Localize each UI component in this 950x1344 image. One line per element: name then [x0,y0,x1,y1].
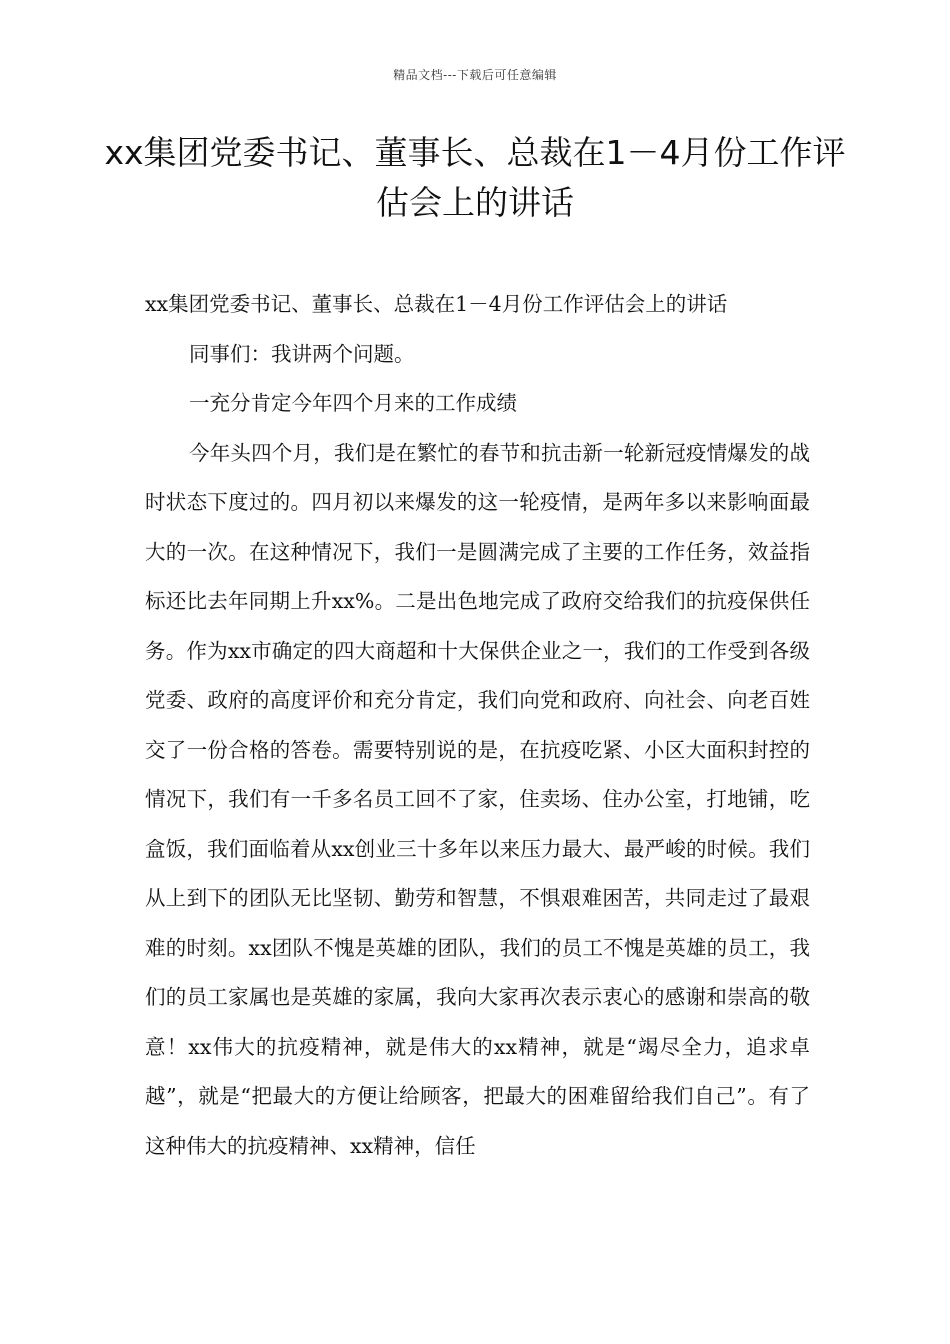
section-heading: 一充分肯定今年四个月来的工作成绩 [189,391,517,415]
paragraph-intro: xx集团党委书记、董事长、总裁在1－4月份工作评估会上的讲话 [145,292,728,316]
paragraph-body: 今年头四个月，我们是在繁忙的春节和抗击新一轮新冠疫情爆发的战时状态下度过的。四月初以来爆发的这一轮疫情，是两年多以来影响面最大的一次。在这种情况下，我们一是圆满完成了主要的工作任务，效益指标还比去年同期上升xx%。二是出色地完成了政府交给我们的抗疫保供任务。作为xx市确定的四大商超和十大保供企业之一，我们的工作受到各级党委、政府的高度评价和充分肯定，我们向党和政府、向社会、向老百姓交了一份合格的答卷。需要特别说的是，在抗疫吃紧、小区大面积封控的情况下，我们有一千多名员工回不了家，住卖场、住办公室，打地铺，吃盒饭，我们面临着从xx创业三十多年以来压力最大、最严峻的时候。我们从上到下的团队无比坚韧、勤劳和智慧，不惧艰难困苦，共同走过了最艰难的时刻。xx团队不愧是英雄的团队，我们的员工不愧是英雄的员工，我们的员工家属也是英雄的家属，我向大家再次表示衷心的感谢和崇高的敬意！xx伟大的抗疫精神，就是伟大的xx精神，就是“竭尽全力，追求卓越”，就是“把最大的方便让给顾客，把最大的困难留给我们自己”。有了这种伟大的抗疫精神、xx精神，信任 [145,440,810,1158]
paragraph-greeting: 同事们：我讲两个问题。 [189,341,415,366]
document-body [145,280,810,1171]
document-title: xx集团党委书记、董事长、总裁在1－4月份工作评估会上的讲话 [104,133,846,222]
header-note: 精品文档---下载后可任意编辑 [393,68,557,82]
